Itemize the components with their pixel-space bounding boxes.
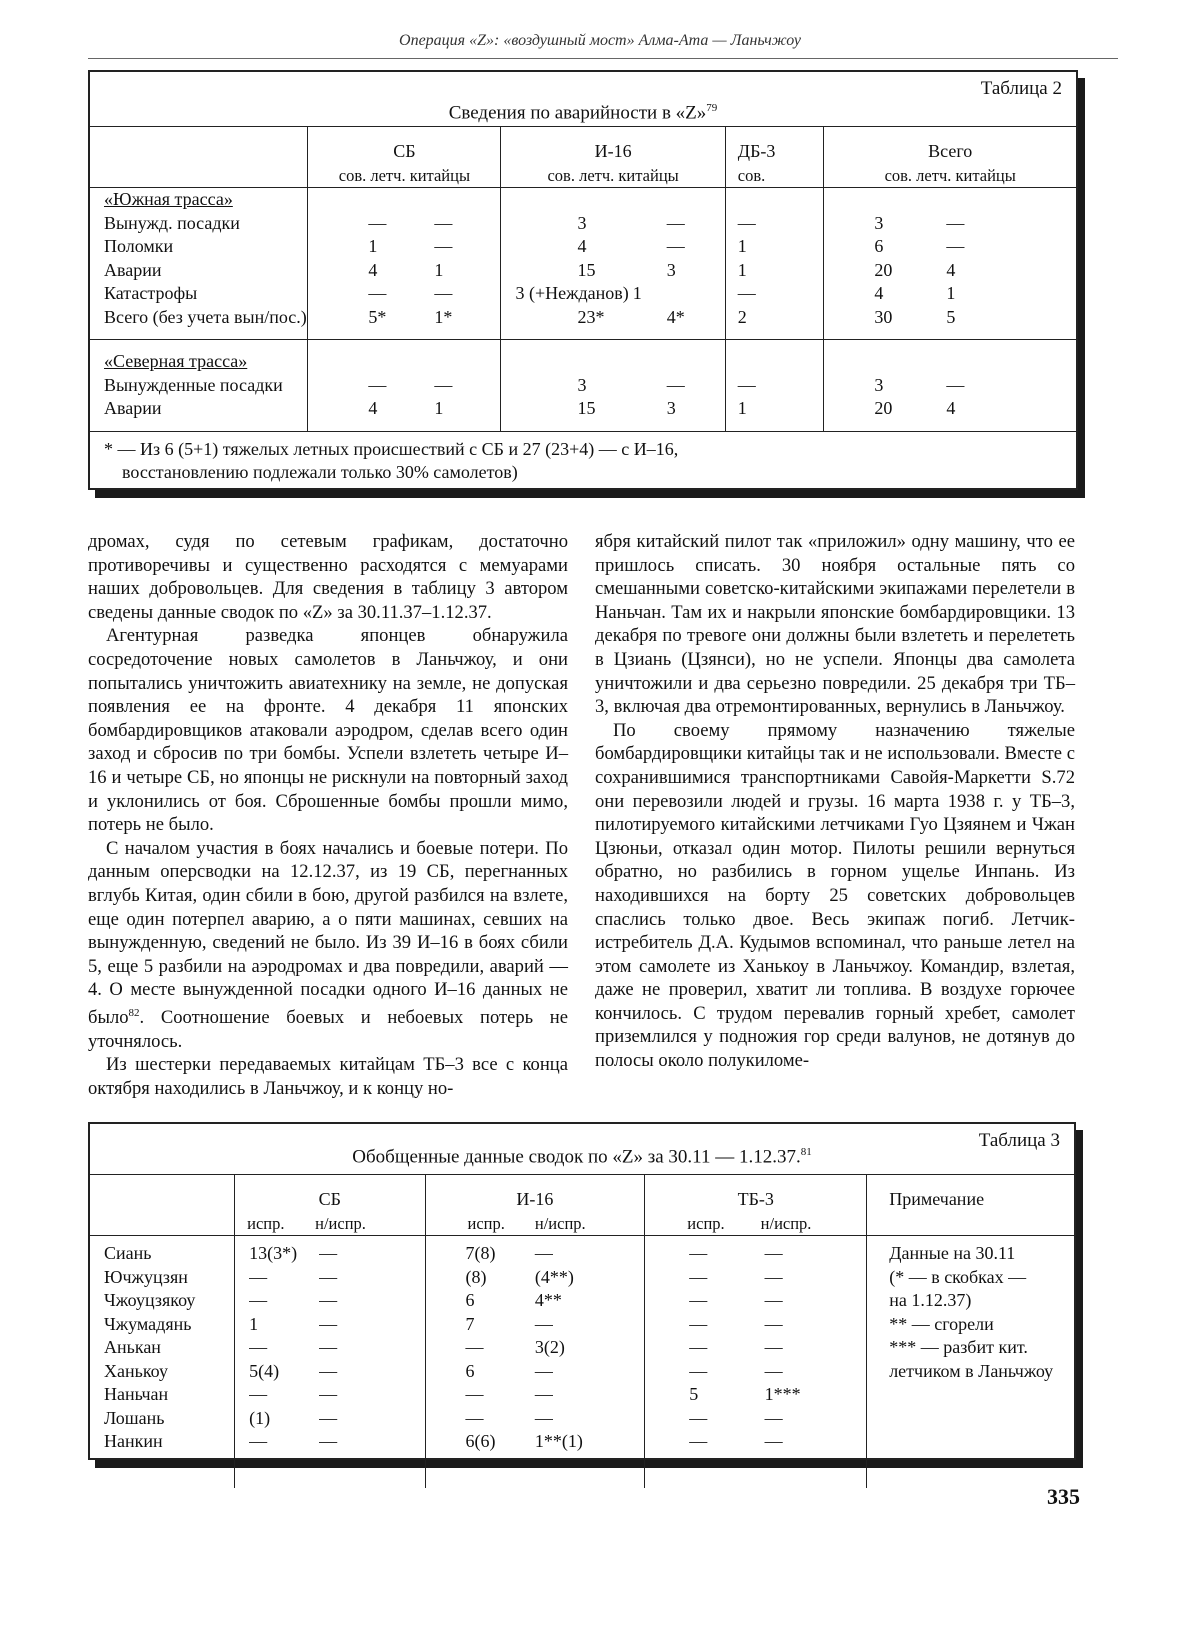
table-cell: (8): [425, 1266, 505, 1290]
table-cell: —: [308, 374, 387, 398]
table-cell: 1: [235, 1313, 298, 1337]
table-cell: —: [319, 1337, 338, 1357]
table-cell: —: [235, 1383, 298, 1407]
table-row: [90, 1430, 1074, 1454]
table-cell: —: [534, 1360, 553, 1381]
group-i16: И-16: [501, 126, 725, 164]
table-cell: —: [319, 1384, 338, 1404]
table-cell: 4: [946, 259, 956, 280]
table-cell: —: [319, 1313, 338, 1334]
table-cell: —: [425, 1336, 505, 1360]
table-cell: —: [434, 283, 453, 303]
table-cell: 3: [501, 374, 629, 398]
table-cell: 4: [501, 235, 629, 259]
right-column: [595, 530, 1075, 1073]
table-cell: 1: [434, 259, 444, 280]
table-cell: 3 (+Нежданов): [501, 282, 629, 306]
north-title-row: [90, 340, 1076, 374]
table-cell: —: [534, 1407, 553, 1428]
table-cell: —: [319, 1290, 338, 1310]
table-cell: Аварии: [104, 259, 162, 280]
table-cell: Чжоуцзякоу: [104, 1290, 196, 1310]
footnote-line-1: * — Из 6 (5+1) тяжелых летных происшествий с СБ и 27 (23+4) — с И–16,: [104, 438, 679, 459]
table-row: [90, 259, 1076, 283]
sub-sb: сов. летч. китайцы: [308, 164, 501, 188]
table-cell: —: [319, 1360, 338, 1381]
table-cell: 1: [632, 283, 642, 303]
table-cell: —: [645, 1236, 725, 1266]
table-cell: 5: [645, 1383, 725, 1407]
table-cell: —: [645, 1430, 725, 1454]
table-cell: 6: [824, 235, 893, 259]
paragraph: По своему прямому назначению тяжелые бомбардировщики китайцы так и не использовали. Вместе с сохранившимися транспортниками Савойя-Маркетти S.72 они перевозили людей и грузы. 16 марта 1938 г. у ТБ–3, пилотируемого китайскими летчиками Гуо Цзяянем и Чжан Цзюньи, отказал один мотор. Пилоты решили вернуться обратно, но разбились в горном ущелье Инпань. Из находившихся на борту 25 советских добровольцев спаслись только двое. Весь экипаж погиб. Летчик-истребитель Д.А. Кудымов вспоминал, что раньше летел на этом самолете из Ханькоу в Ланьчжоу. Командир, взлетая, даже не проверил, хватит ли топлива. В воздухе горючее кончилось. С трудом перевалив горный хребет, самолет приземлился у подножия гор среди валунов, не дотянув до полосы около полукиломе-: [595, 719, 1075, 1072]
paragraph: С началом участия в боях начались и боевые потери. По данным оперсводки на 12.12.37, из 19 СБ, перегнанных вглубь Китая, один сбили в бою, другой разбился на взлете, еще один потерпел аварию, а о пяти машинах, севших на вынужденную, сведений не было. Из 39 И–16 в боях сбили 5, еще 5 разбили на аэродромах и два повредили, аварий — 4. О месте вынужденной посадки одного И–16 данных не было$^{82}$. Соотношение боевых и небоевых потерь не уточнялось.: [88, 837, 568, 1052]
table-cell: 30: [824, 306, 893, 330]
table-row: [90, 1336, 1074, 1360]
table-3-caption: Обобщенные данные сводок по «Z» за 30.11 — 1.12.37.81: [352, 1146, 812, 1168]
table-cell: 1: [725, 235, 824, 259]
table-cell: (1): [235, 1407, 298, 1431]
table-cell: Анькан: [104, 1337, 161, 1357]
table-cell: 13(3*): [235, 1236, 298, 1266]
table-cell: —: [764, 1290, 783, 1310]
table-cell: —: [645, 1313, 725, 1337]
table-cell: 4: [946, 398, 956, 418]
table-cell: 1: [725, 397, 824, 421]
table-cell: —: [645, 1266, 725, 1290]
paragraph: Агентурная разведка японцев обнаружила сосредоточение новых самолетов в Ланьчжоу, и они попытались уничтожить авиатехнику на земле, не допуская появления ее на фронте. 4 декабря 11 японских бомбардировщиков атаковали аэродром, сделав всего один заход и сбросив по три бомбы. Успели взлететь четыре И–16 и четыре СБ, но японцы не рискнули на повторный заход и уклонились от боя. Сброшенные бомбы прошли мимо, потерь не было.: [88, 625, 568, 836]
table-3: [88, 1122, 1076, 1460]
paragraph: Из шестерки передаваемых китайцам ТБ–3 все с конца октября находились в Ланьчжоу, и к концу но-: [88, 1054, 568, 1099]
table-cell: —: [645, 1289, 725, 1313]
table-cell: —: [235, 1430, 298, 1454]
table-2-north: [90, 340, 1076, 432]
table-cell: Наньчан: [104, 1384, 169, 1404]
table-row: [90, 374, 1076, 398]
table-cell: Вынужденные посадки: [104, 374, 283, 395]
left-column: [88, 530, 568, 1100]
table-cell: 1***: [764, 1384, 801, 1404]
table-cell: —: [764, 1266, 783, 1287]
table-row: [90, 282, 1076, 306]
table-cell: —: [534, 1243, 553, 1263]
table-cell: Нанкин: [104, 1431, 163, 1451]
table-cell: 23*: [501, 306, 629, 330]
paragraph: дромах, судя по сетевым графикам, достаточно противоречивы и существенно расходятся с мемуарами наших добровольцев. Для сведения в таблицу 3 автором сведены данные сводок по «Z» за 30.11.37–1.12.37.: [88, 531, 568, 623]
table-cell: —: [235, 1289, 298, 1313]
header-rule: [88, 58, 1118, 59]
table-cell: —: [425, 1407, 505, 1431]
table-cell: —: [725, 282, 824, 306]
table-cell: 6(6): [425, 1430, 505, 1454]
table-cell: на 1.12.37): [867, 1289, 1074, 1313]
group-total: Всего: [824, 126, 1076, 164]
table-cell: —: [434, 236, 453, 256]
table-3-body: [90, 1236, 1074, 1488]
table-cell: 3: [824, 374, 893, 398]
table-cell: 1: [725, 259, 824, 283]
table-cell: Чжумадянь: [104, 1313, 192, 1334]
table-cell: Аварии: [104, 398, 162, 418]
table-cell: —: [764, 1431, 783, 1451]
table-2-group-head: [90, 126, 1076, 164]
table-cell: —: [645, 1336, 725, 1360]
table-cell: 3: [666, 259, 676, 280]
table-cell: Поломки: [104, 236, 174, 256]
table-cell: —: [946, 236, 965, 256]
table-cell: 3: [824, 212, 893, 236]
table-cell: —: [666, 212, 685, 233]
group-sb: СБ: [308, 126, 501, 164]
table-cell: (* — в скобках —: [867, 1266, 1074, 1290]
table-cell: (4**): [534, 1266, 574, 1287]
table-cell: —: [764, 1243, 783, 1263]
table-row: [90, 1383, 1074, 1407]
table-2-number: Таблица 2: [980, 78, 1062, 99]
footnote-line-2: восстановлению подлежали только 30% самолетов): [122, 462, 518, 482]
group-tb3: ТБ-3: [645, 1174, 867, 1212]
table-cell: 15: [501, 397, 629, 421]
table-cell: Лошань: [104, 1407, 165, 1428]
table-2-grid: [90, 126, 1076, 485]
table-cell: 5(4): [235, 1360, 298, 1384]
table-cell: 5: [946, 306, 956, 327]
table-cell: Ючжуцзян: [104, 1266, 188, 1287]
group-i16: И-16: [425, 1174, 645, 1212]
table-cell: летчиком в Ланьчжоу: [867, 1360, 1074, 1384]
table-cell: 4: [824, 282, 893, 306]
table-2-south: [90, 188, 1076, 340]
table-cell: Данные на 30.11: [867, 1236, 1074, 1266]
table-cell: 4: [308, 259, 387, 283]
paragraph: ября китайский пилот так «приложил» одну машину, что ее пришлось списать. 30 ноября остальные пять со смешанными советско-китайскими экипажами перелетели в Наньчан. Там их и накрыли японские бомбардировщики. 13 декабря по тревоге они должны были взлететь и перелететь в Цзиань (Цзянси), но не успели. Японцы два самолета уничтожили и два серьезно повредили. 25 декабря три ТБ–3, включая два отремонтированных, вернулись в Ланьчжоу.: [595, 531, 1075, 718]
table-cell: —: [725, 374, 824, 398]
table-row: [90, 1266, 1074, 1290]
table-cell: —: [534, 1384, 553, 1404]
table-row: [90, 1236, 1074, 1266]
group-sb: СБ: [235, 1174, 425, 1212]
sub-i16: сов. летч. китайцы: [501, 164, 725, 188]
table-2-caption: Сведения по аварийности в «Z»$^{79}$: [448, 102, 718, 124]
group-db3: ДБ-3: [725, 126, 824, 164]
table-cell: 4**: [534, 1290, 562, 1310]
sub-total: сов. летч. китайцы: [824, 164, 1076, 188]
table-cell: 4: [308, 397, 387, 421]
table-row: [90, 212, 1076, 236]
table-2: [88, 70, 1078, 490]
table-cell: —: [235, 1266, 298, 1290]
table-cell: 6: [425, 1289, 505, 1313]
table-row: [90, 1289, 1074, 1313]
table-row: [90, 1407, 1074, 1431]
table-row: [90, 235, 1076, 259]
north-title: «Северная трасса»: [104, 351, 248, 371]
table-cell: 5*: [308, 306, 387, 330]
table-row: [90, 1313, 1074, 1337]
table-3-group-head: [90, 1174, 1074, 1212]
table-cell: —: [645, 1360, 725, 1384]
south-title: «Южная трасса»: [104, 189, 233, 209]
table-cell: —: [319, 1407, 338, 1428]
table-cell: 4*: [666, 306, 685, 327]
table-cell: Вынужд. посадки: [104, 212, 240, 233]
table-cell: 3(2): [534, 1337, 565, 1357]
table-cell: Всего (без учета вын/пос.): [104, 306, 307, 327]
table-cell: 6: [425, 1360, 505, 1384]
table-cell: [867, 1407, 1074, 1431]
table-row: [90, 397, 1076, 421]
table-cell: [867, 1430, 1074, 1454]
table-cell: 15: [501, 259, 629, 283]
table-cell: 2: [725, 306, 824, 330]
table-cell: —: [308, 282, 387, 306]
table-row: [90, 306, 1076, 330]
south-title-row: [90, 188, 1076, 212]
table-cell: —: [764, 1360, 783, 1381]
table-3-number: Таблица 3: [978, 1130, 1060, 1151]
footnote-ref: 82: [128, 1006, 140, 1019]
table-cell: —: [319, 1266, 338, 1287]
table-cell: —: [764, 1313, 783, 1334]
table-cell: 7: [425, 1313, 505, 1337]
table-cell: —: [235, 1336, 298, 1360]
table-cell: 1: [308, 235, 387, 259]
table-cell: —: [725, 212, 824, 236]
table-cell: 20: [824, 259, 893, 283]
table-cell: —: [666, 374, 685, 395]
table-cell: 3: [666, 398, 676, 418]
table-cell: 20: [824, 397, 893, 421]
table-cell: —: [425, 1383, 505, 1407]
table-2-sub-head: [90, 164, 1076, 188]
table-cell: ** — сгорели: [867, 1313, 1074, 1337]
table-row: [90, 1360, 1074, 1384]
table-3-sub-head: испр. н/испр. испр. н/испр. испр. н/испр.: [90, 1212, 1074, 1236]
group-note: Примечание: [867, 1174, 1074, 1212]
table-3-grid: [90, 1174, 1074, 1488]
sub-db3: сов.: [725, 164, 824, 188]
table-2-footnote: [90, 431, 1076, 485]
table-cell: *** — разбит кит.: [867, 1336, 1074, 1360]
table-cell: —: [645, 1407, 725, 1431]
table-cell: —: [308, 212, 387, 236]
table-cell: —: [764, 1337, 783, 1357]
table-cell: Ханькоу: [104, 1360, 168, 1381]
table-cell: Катастрофы: [104, 283, 198, 303]
table-cell: —: [764, 1407, 783, 1428]
table-cell: Сиань: [104, 1243, 152, 1263]
table-cell: 1: [434, 398, 444, 418]
table-cell: 1*: [434, 306, 453, 327]
table-cell: —: [434, 212, 453, 233]
table-cell: 3: [501, 212, 629, 236]
table-cell: 7(8): [425, 1236, 505, 1266]
table-cell: —: [946, 212, 965, 233]
table-cell: 1**(1): [534, 1431, 583, 1451]
table-cell: —: [534, 1313, 553, 1334]
table-cell: —: [319, 1431, 338, 1451]
table-cell: [867, 1383, 1074, 1407]
page-number: 335: [1047, 1484, 1080, 1509]
table-cell: 1: [946, 283, 956, 303]
running-header: Операция «Z»: «воздушный мост» Алма-Ата — Ланьчжоу: [399, 32, 801, 49]
table-cell: —: [946, 374, 965, 395]
table-cell: —: [434, 374, 453, 395]
table-cell: —: [319, 1243, 338, 1263]
table-cell: —: [666, 236, 685, 256]
